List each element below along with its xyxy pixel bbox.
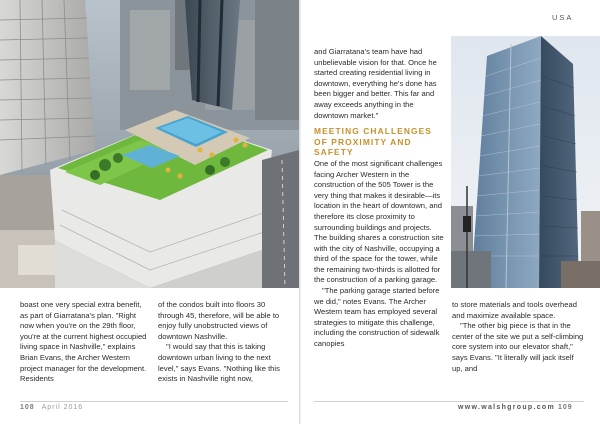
- paragraph: boast one very special extra benefit, as part of Giarratana's plan. "Right now when you're on the 29th floor, you're at the current highest occupied living space in Nashville," explains Brian Evans, the Archer Western project manager for the development. Residents: [20, 300, 147, 384]
- left-folio: [20, 404, 83, 411]
- paragraph: and Giarratana's team have had unbelievable vision for that. Once he started creating residential living in downtown, everything he's done has been bigger and better. This far and away exceeds anything in the downtown market.": [314, 47, 437, 120]
- page-gutter: [299, 0, 301, 424]
- left-column-1: [20, 300, 147, 385]
- right-footer-rule: [314, 401, 584, 402]
- paragraph: of the condos built into floors 30 through 45, therefore, will be able to enjoy fully unobstructed views of downtown Nashville.: [158, 300, 280, 341]
- paragraph: "I would say that this is taking downtown urban living to the next level," says Evans. "Nothing like this exists in Nashville right now,: [158, 342, 280, 384]
- glass-tower-illustration: [451, 36, 600, 288]
- section-heading: MEETING CHALLENGES OF PROXIMITY AND SAFETY: [314, 126, 432, 158]
- glass-tower-photo: [451, 36, 600, 288]
- right-column-2: [452, 300, 586, 374]
- right-column-1: [314, 47, 444, 350]
- rooftop-aerial-illustration: [0, 0, 299, 288]
- section-label: USA: [552, 13, 574, 22]
- left-footer-rule: [20, 401, 288, 402]
- paragraph: "The other big piece is that in the center of the site we put a self-climbing core system into our elevator shaft," says Evans. "It literally will jack itself up, and: [452, 321, 584, 373]
- page-number: 109: [558, 404, 573, 411]
- paragraph: "The parking garage started before we did," notes Evans. The Archer Western team has employed several strategies to mitigate this challenge, including the construction of sidewalk canopies: [314, 286, 440, 349]
- page-number: 108: [20, 404, 35, 411]
- rooftop-aerial-photo: [0, 0, 299, 288]
- right-folio: [558, 404, 573, 411]
- paragraph: One of the most significant challenges facing Archer Western in the construction of the 505 Tower is the very thing that makes it desirable—its location in the heart of downtown, and therefore its close proximity to surrounding buildings and projects. The building shares a construction site with the city of Nashville, occupying a third of the space for the tower, while the remaining two-thirds is allotted for the construction of a parking garage.: [314, 158, 444, 285]
- website-url: www.walshgroup.com: [458, 404, 556, 411]
- left-column-2: [158, 300, 288, 385]
- paragraph: to store materials and tools overhead and maximize available space.: [452, 300, 577, 320]
- issue-date: April 2016: [41, 404, 84, 411]
